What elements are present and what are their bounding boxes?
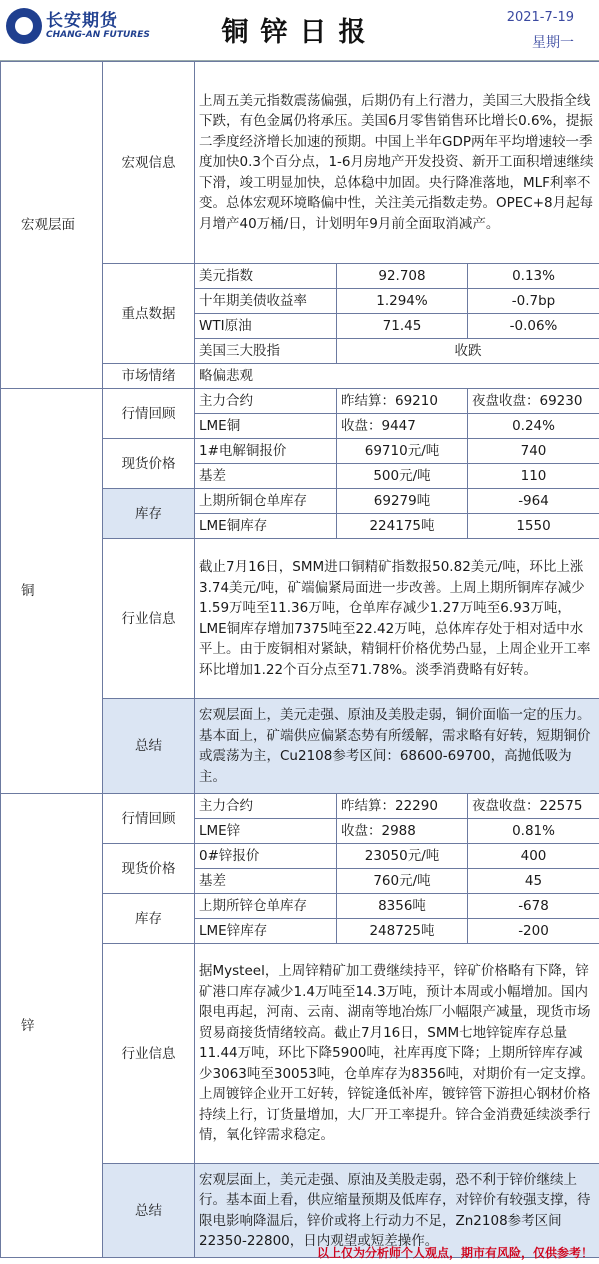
copper-spot-cell: 110 xyxy=(468,464,599,489)
zinc-spot-cell: 45 xyxy=(468,869,599,894)
zinc-stock-cell: -678 xyxy=(468,894,599,919)
page-title: 铜锌日报 xyxy=(221,17,378,48)
copper-stock-cell: LME铜库存 xyxy=(195,514,337,539)
stocks-value: 收跌 xyxy=(337,339,599,364)
copper-spot-cell: 基差 xyxy=(195,464,337,489)
key-row-value: 1.294% xyxy=(337,289,468,314)
copper-stock-cell: 69279吨 xyxy=(337,489,468,514)
zinc-spot-label: 现货价格 xyxy=(103,844,195,894)
macro-info-label: 宏观信息 xyxy=(103,62,195,264)
zinc-review-cell: 0.81% xyxy=(468,819,599,844)
zinc-review-cell: 夜盘收盘：22575 xyxy=(468,794,599,819)
zinc-review-label: 行情回顾 xyxy=(103,794,195,844)
copper-summary-label: 总结 xyxy=(103,699,195,794)
copper-review-cell: 收盘：9447 xyxy=(337,414,468,439)
copper-review-cell: 昨结算：69210 xyxy=(337,389,468,414)
zinc-spot-cell: 400 xyxy=(468,844,599,869)
copper-spot-cell: 69710元/吨 xyxy=(337,439,468,464)
sentiment-label: 市场情绪 xyxy=(103,364,195,389)
key-row-value: 92.708 xyxy=(337,264,468,289)
zinc-industry-text: 据Mysteel，上周锌精矿加工费继续持平，锌矿价格略有下降，锌矿港口库存减少1.4万吨至14.3万吨，预计本周或小幅增加。国内限电再起，河南、云南、湖南等地冶炼厂小幅限产减量，现货市场贸易商接货情绪较高。截止7月16日，SMM七地锌锭库存总量11.44万吨，环比下降5900吨，社库再度下降；上期所锌库存减少3063吨至30053吨，仓单库存为8356吨，对期价有一定支撑。上周镀锌企业开工好转，锌锭逢低补库，镀锌管下游担心钢材价格持续上行，订货量增加，大厂开工率提升。锌合金消费延续淡季行情，氧化锌需求稳定。 xyxy=(195,944,599,1164)
category-zinc: 锌 xyxy=(1,794,103,1258)
report-table xyxy=(0,61,599,1258)
copper-review-label: 行情回顾 xyxy=(103,389,195,439)
disclaimer: 以上仅为分析师个人观点，期市有风险，仅供参考！ xyxy=(316,1246,593,1260)
zinc-spot-cell: 基差 xyxy=(195,869,337,894)
copper-review-cell: 夜盘收盘：69230 xyxy=(468,389,599,414)
key-data-label: 重点数据 xyxy=(103,264,195,364)
key-row-change: 0.13% xyxy=(468,264,599,289)
copper-stock-cell: 224175吨 xyxy=(337,514,468,539)
copper-stock-cell: -964 xyxy=(468,489,599,514)
copper-spot-cell: 500元/吨 xyxy=(337,464,468,489)
zinc-stock-cell: 8356吨 xyxy=(337,894,468,919)
zinc-stock-label: 库存 xyxy=(103,894,195,944)
report-date: 2021-7-19 xyxy=(506,10,574,25)
copper-review-cell: 主力合约 xyxy=(195,389,337,414)
zinc-summary-text: 宏观层面上，美元走强、原油及美股走弱，恐不利于锌价继续上行。基本面上看，供应缩量预期及低库存，对锌价有较强支撑，待限电影响降温后，锌价或将上行动力不足，Zn2108参考区间22350-22800，日内观望或短差操作。 xyxy=(195,1164,599,1258)
zinc-stock-cell: 248725吨 xyxy=(337,919,468,944)
copper-review-cell: LME铜 xyxy=(195,414,337,439)
zinc-review-cell: 昨结算：22290 xyxy=(337,794,468,819)
copper-spot-cell: 1#电解铜报价 xyxy=(195,439,337,464)
category-copper: 铜 xyxy=(1,389,103,794)
zinc-stock-cell: 上期所锌仓单库存 xyxy=(195,894,337,919)
copper-stock-label: 库存 xyxy=(103,489,195,539)
category-macro: 宏观层面 xyxy=(1,62,103,389)
logo-cn: 长安期货 xyxy=(46,11,118,31)
copper-spot-cell: 740 xyxy=(468,439,599,464)
key-row-change: -0.06% xyxy=(468,314,599,339)
header xyxy=(0,0,599,61)
copper-summary-text: 宏观层面上，美元走强、原油及美股走弱，铜价面临一定的压力。基本面上，矿端供应偏紧态势有所缓解，需求略有好转，短期铜价或震荡为主，Cu2108参考区间：68600-69700，高抛低吸为主。 xyxy=(195,699,599,794)
sentiment-value: 略偏悲观 xyxy=(195,364,599,389)
zinc-review-cell: 收盘：2988 xyxy=(337,819,468,844)
logo-en: CHANG-AN FUTURES xyxy=(46,30,150,40)
zinc-summary-label: 总结 xyxy=(103,1164,195,1258)
key-row-name: 十年期美债收益率 xyxy=(195,289,337,314)
key-row-change: -0.7bp xyxy=(468,289,599,314)
zinc-stock-cell: -200 xyxy=(468,919,599,944)
key-row-value: 71.45 xyxy=(337,314,468,339)
report-weekday: 星期一 xyxy=(532,35,574,51)
copper-stock-cell: 1550 xyxy=(468,514,599,539)
zinc-review-cell: LME锌 xyxy=(195,819,337,844)
key-row-name: WTI原油 xyxy=(195,314,337,339)
zinc-spot-cell: 0#锌报价 xyxy=(195,844,337,869)
stocks-name: 美国三大股指 xyxy=(195,339,337,364)
copper-spot-label: 现货价格 xyxy=(103,439,195,489)
zinc-spot-cell: 760元/吨 xyxy=(337,869,468,894)
copper-industry-text: 截止7月16日，SMM进口铜精矿指数报50.82美元/吨，环比上涨3.74美元/吨，矿端偏紧局面进一步改善。上周上期所铜库存减少1.59万吨至11.36万吨，仓单库存减少1.27万吨至6.93万吨，LME铜库存增加7375吨至22.42万吨，总体库存处于相对适中水平上。由于废铜相对紧缺，精铜杆价格优势凸显，上周企业开工率环比增加1.22个百分点至71.78%。淡季消费略有好转。 xyxy=(195,539,599,699)
key-row-name: 美元指数 xyxy=(195,264,337,289)
zinc-stock-cell: LME锌库存 xyxy=(195,919,337,944)
zinc-review-cell: 主力合约 xyxy=(195,794,337,819)
macro-info-text: 上周五美元指数震荡偏强，后期仍有上行潜力，美国三大股指全线下跌，有色金属仍将承压。美国6月零售销售环比增长0.6%，提振二季度经济增长加速的预期。中国上半年GDP两年平均增速较一季度加快0.3个百分点，1-6月房地产开发投资、新开工面积增速继续下滑，竣工明显加快，总体稳中加固。央行降准落地，MLF利率不变。总体宏观环境略偏中性，关注美元指数走势。OPEC+8月起每月增产40万桶/日，计划明年9月前全面取消减产。 xyxy=(195,62,599,264)
copper-review-cell: 0.24% xyxy=(468,414,599,439)
zinc-spot-cell: 23050元/吨 xyxy=(337,844,468,869)
copper-industry-label: 行业信息 xyxy=(103,539,195,699)
zinc-industry-label: 行业信息 xyxy=(103,944,195,1164)
copper-stock-cell: 上期所铜仓单库存 xyxy=(195,489,337,514)
